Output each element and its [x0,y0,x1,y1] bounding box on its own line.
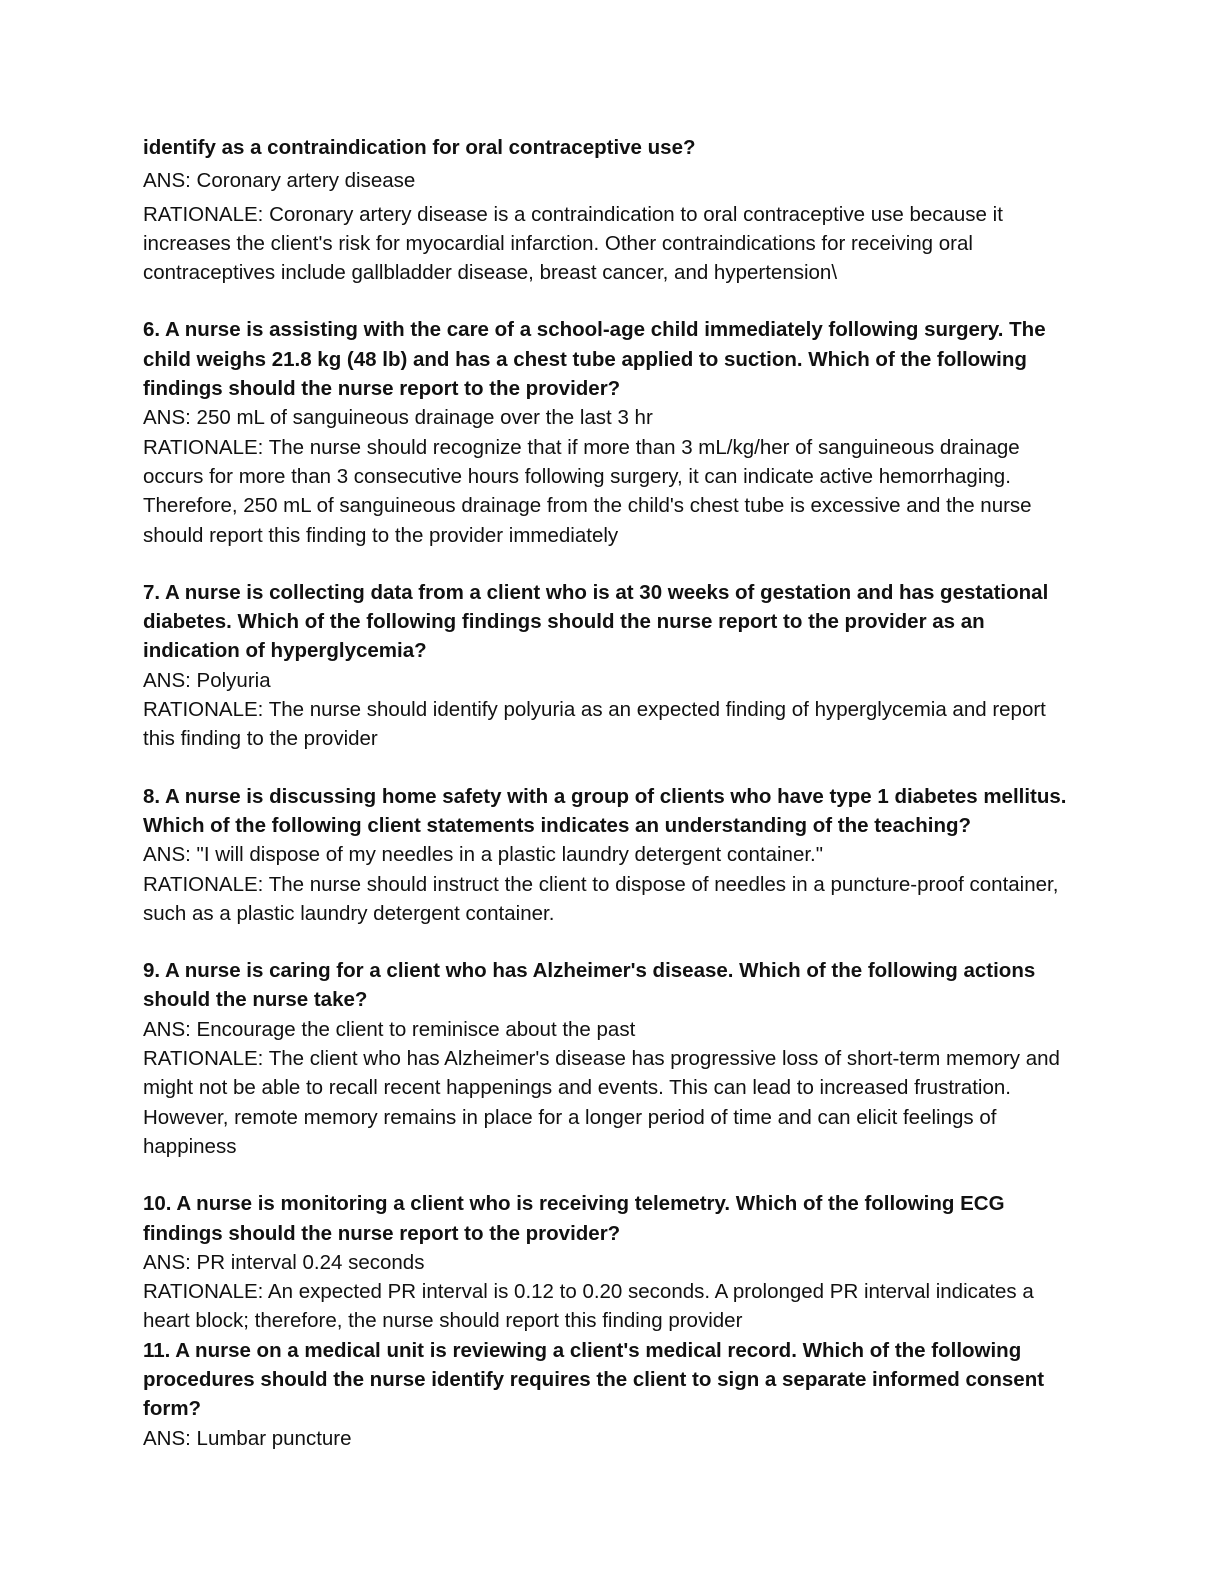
qa-block-11 [143,1336,1068,1453]
rationale-text: RATIONALE: An expected PR interval is 0.12 to 0.20 seconds. A prolonged PR interval indicates a heart block; therefore, the nurse should report this finding provider [143,1280,1034,1333]
question-text: 11. A nurse on a medical unit is reviewing a client's medical record. Which of the following procedures should the nurse identify requires the client to sign a separate informed consent form? [143,1338,1045,1421]
rationale-text: RATIONALE: The nurse should instruct the client to dispose of needles in a puncture-proof container, such as a plastic laundry detergent container. [143,872,1059,925]
question-text: 6. A nurse is assisting with the care of a school-age child immediately following surgery. The child weighs 21.8 kg (48 lb) and has a chest tube applied to suction. Which of the following findings should the nurse report to the provider? [143,318,1046,401]
answer-text: ANS: PR interval 0.24 seconds [143,1250,425,1274]
answer-text: ANS: Lumbar puncture [143,1426,352,1450]
question-text: 7. A nurse is collecting data from a client who is at 30 weeks of gestation and has gestational diabetes. Which of the following findings should the nurse report to the provider as an indication of hyperglycemia? [143,580,1049,663]
answer-text: ANS: "I will dispose of my needles in a plastic laundry detergent container." [143,843,824,867]
rationale-text: RATIONALE: Coronary artery disease is a contraindication to oral contraceptive use because it increases the client's risk for myocardial infarction. Other contraindications for receiving oral contraceptives include gallbladder disease, breast cancer, and hypertension\ [143,202,1003,285]
qa-block-9 [143,956,1068,1161]
answer-text: ANS: Coronary artery disease [143,169,416,193]
qa-block-10 [143,1189,1068,1335]
answer-text: ANS: Encourage the client to reminisce about the past [143,1017,636,1041]
answer-text: ANS: 250 mL of sanguineous drainage over the last 3 hr [143,406,653,430]
question-text: identify as a contraindication for oral contraceptive use? [143,136,696,159]
qa-block-8 [143,782,1068,928]
qa-block-7 [143,578,1068,754]
rationale-text: RATIONALE: The nurse should recognize that if more than 3 mL/kg/her of sanguineous drainage occurs for more than 3 consecutive hours following surgery, it can indicate active hemorrhaging. Therefore, 250 mL of sanguineous drainage from the child's chest tube is excessive and the nurse should report this finding to the provider immediately [143,435,1032,547]
question-text: 8. A nurse is discussing home safety with a group of clients who have type 1 diabetes mellitus. Which of the following client statements indicates an understanding of the teaching? [143,784,1067,837]
rationale-text: RATIONALE: The client who has Alzheimer's disease has progressive loss of short-term memory and might not be able to recall recent happenings and events. This can lead to increased frustration. However, remote memory remains in place for a longer period of time and can elicit feelings of happiness [143,1047,1060,1158]
qa-block-6 [143,315,1068,549]
document-page [143,133,1068,1453]
qa-block-5 [143,133,1068,287]
question-text: 9. A nurse is caring for a client who has Alzheimer's disease. Which of the following actions should the nurse take? [143,959,1036,1012]
rationale-text: RATIONALE: The nurse should identify polyuria as an expected finding of hyperglycemia and report this finding to the provider [143,698,1046,751]
answer-text: ANS: Polyuria [143,668,271,692]
question-text: 10. A nurse is monitoring a client who is receiving telemetry. Which of the following ECG findings should the nurse report to the provider? [143,1192,1005,1245]
